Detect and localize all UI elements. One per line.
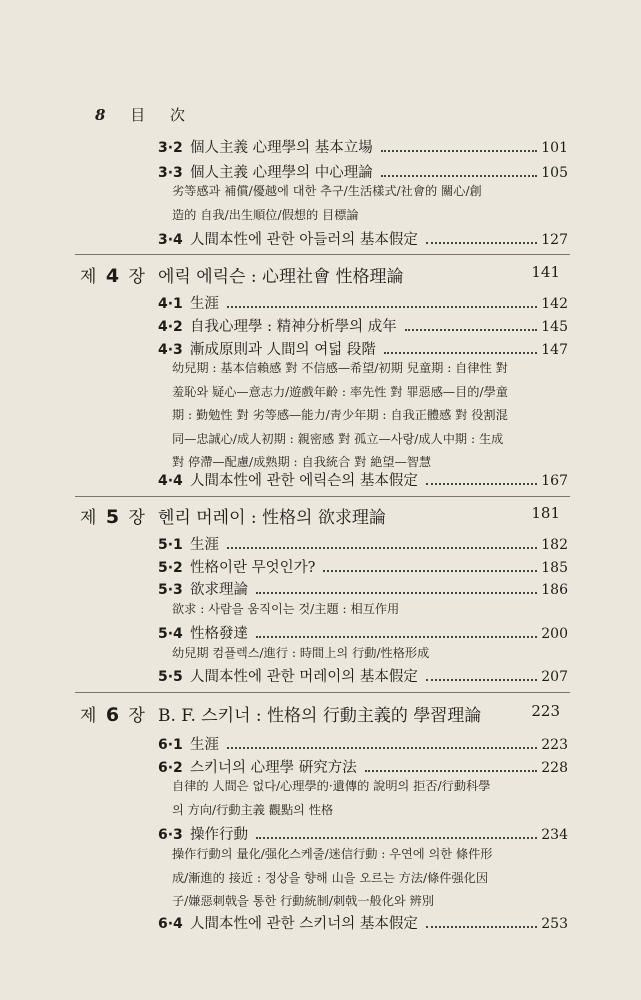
subtopic-line: 劣等感과 補償/優越에 대한 추구/生活樣式/社會的 關心/創: [172, 184, 482, 198]
subtopics-5-3: [172, 598, 560, 622]
toc-section-5-1[interactable]: [158, 533, 568, 555]
section-page: 223: [541, 737, 568, 753]
toc-section-5-3[interactable]: [158, 578, 568, 600]
section-number: 5·1: [158, 537, 183, 553]
chapter-divider: [75, 254, 570, 255]
subtopic-line: 操作行動의 量化/强化스케줄/迷信行動 : 우연에 의한 條件形: [172, 847, 493, 861]
dot-leader: [426, 483, 537, 485]
dot-leader: [426, 242, 537, 244]
section-number: 6·1: [158, 737, 183, 753]
section-title: 欲求理論: [190, 582, 248, 598]
chapter-divider: [75, 692, 570, 693]
toc-section-5-5[interactable]: [158, 665, 568, 687]
section-page: 127: [541, 232, 568, 248]
section-number: 4·3: [158, 342, 183, 358]
section-page: 182: [541, 537, 568, 553]
chapter-divider: [75, 496, 570, 497]
section-number: 5·4: [158, 626, 183, 642]
running-head: [95, 104, 195, 125]
section-title: 人間本性에 관한 아들러의 基本假定: [190, 232, 418, 248]
dot-leader: [381, 150, 538, 152]
section-page: 207: [541, 669, 568, 685]
subtopic-line: 의 方向/行動主義 觀點의 性格: [172, 802, 334, 817]
subtopic-line: 幼兒期 : 基本信賴感 對 不信感—希望/初期 兒童期 : 自律性 對: [172, 361, 508, 375]
section-page: 234: [541, 827, 568, 843]
subtopics-4-3: [172, 357, 560, 475]
section-page: 200: [541, 626, 568, 642]
dot-leader: [365, 770, 538, 772]
chapter-page: 223: [531, 702, 560, 720]
dot-leader: [227, 747, 537, 749]
subtopic-line: 欲求 : 사람을 움직이는 것/主題 : 相互作用: [172, 602, 400, 616]
section-page: 101: [541, 140, 568, 156]
section-number: 3·3: [158, 165, 183, 181]
section-page: 147: [541, 342, 568, 358]
subtopic-line: 自律的 人間은 없다/心理學的·遺傳的 說明의 拒否/行動科學: [172, 779, 491, 793]
toc-section-6-1[interactable]: [158, 733, 568, 755]
section-number: 5·5: [158, 669, 183, 685]
subtopic-line: 期 : 勤勉性 對 劣等感—能力/靑少年期 : 自我正體感 對 役割混: [172, 408, 508, 423]
section-number: 6·4: [158, 916, 183, 932]
section-title: 生涯: [190, 537, 219, 553]
toc-chapter-6[interactable]: [80, 701, 560, 727]
section-number: 4·2: [158, 319, 183, 335]
section-title: 個人主義 心理學의 中心理論: [190, 165, 373, 181]
chapter-label: 제 5 장: [80, 506, 147, 528]
dot-leader: [426, 679, 537, 681]
toc-section-6-4[interactable]: [158, 912, 568, 934]
chapter-page: 141: [531, 263, 560, 281]
chapter-label: 제 4 장: [80, 265, 147, 287]
section-title: 個人主義 心理學의 基本立場: [190, 140, 373, 156]
chapter-title: B. F. 스키너 : 性格의 行動主義的 學習理論: [158, 706, 482, 726]
section-page: 186: [541, 582, 568, 598]
section-number: 6·3: [158, 827, 183, 843]
chapter-page: 181: [531, 504, 560, 522]
section-title: 性格發達: [190, 626, 248, 642]
section-page: 253: [541, 916, 568, 932]
section-title: 生涯: [190, 737, 219, 753]
dot-leader: [227, 306, 537, 308]
section-title: 人間本性에 관한 머레이의 基本假定: [190, 669, 418, 685]
dot-leader: [256, 592, 537, 594]
section-page: 185: [541, 560, 568, 576]
section-number: 4·1: [158, 296, 183, 312]
dot-leader: [381, 175, 538, 177]
section-title: 自我心理學 : 精神分析學의 成年: [190, 319, 397, 335]
toc-section-3-2[interactable]: [158, 136, 568, 158]
toc-section-6-3[interactable]: [158, 823, 568, 845]
dot-leader: [384, 352, 537, 354]
subtopic-line: 造的 自我/出生順位/假想的 目標論: [172, 207, 359, 222]
toc-section-5-2[interactable]: [158, 556, 568, 578]
toc-section-4-4[interactable]: [158, 469, 568, 491]
chapter-label: 제 6 장: [80, 704, 147, 726]
section-title: 人間本性에 관한 에릭슨의 基本假定: [190, 473, 418, 489]
section-title: 性格이란 무엇인가?: [190, 560, 316, 576]
toc-chapter-4[interactable]: [80, 262, 560, 288]
section-title: 人間本性에 관한 스키너의 基本假定: [190, 916, 418, 932]
section-page: 142: [541, 296, 568, 312]
toc-section-3-4[interactable]: [158, 228, 568, 250]
section-page: 145: [541, 319, 568, 335]
dot-leader: [256, 837, 537, 839]
section-title: 生涯: [190, 296, 219, 312]
subtopic-line: 對 停滯—配慮/成熟期 : 自我統合 對 絶望—智慧: [172, 455, 432, 470]
section-page: 105: [541, 165, 568, 181]
dot-leader: [256, 636, 537, 638]
toc-section-5-4[interactable]: [158, 622, 568, 644]
section-number: 5·3: [158, 582, 183, 598]
subtopics-6-2: [172, 775, 560, 822]
chapter-title: 헨리 머레이 : 性格의 欲求理論: [158, 508, 386, 528]
section-title: 操作行動: [190, 827, 248, 843]
section-title: 스키너의 心理學 硏究方法: [190, 760, 357, 776]
toc-section-4-1[interactable]: [158, 292, 568, 314]
section-page: 228: [541, 760, 568, 776]
section-number: 5·2: [158, 560, 183, 576]
toc-section-4-2[interactable]: [158, 315, 568, 337]
subtopic-line: 同—忠誠心/成人初期 : 親密感 對 孤立—사랑/成人中期 : 生成: [172, 431, 504, 446]
subtopic-line: 子/嫌惡刺戟을 통한 行動統制/刺戟一般化와 辨別: [172, 894, 434, 909]
dot-leader: [405, 329, 538, 331]
page-number: 8: [95, 106, 116, 124]
running-title: 目 次: [130, 106, 195, 124]
dot-leader: [323, 570, 537, 572]
section-number: 6·2: [158, 760, 183, 776]
subtopic-line: 成/漸進的 接近 : 정상을 향해 山을 오르는 方法/條件强化因: [172, 870, 489, 885]
section-number: 4·4: [158, 473, 183, 489]
section-number: 3·4: [158, 232, 183, 248]
section-title: 漸成原則과 人間의 여덟 段階: [190, 342, 376, 358]
section-number: 3·2: [158, 140, 183, 156]
dot-leader: [426, 926, 537, 928]
dot-leader: [227, 547, 537, 549]
subtopic-line: 幼兒期 컴플렉스/進行 : 時間上의 行動/性格形成: [172, 646, 430, 660]
subtopics-3-3: [172, 180, 560, 227]
subtopics-5-4: [172, 642, 560, 666]
subtopics-6-3: [172, 843, 560, 914]
toc-chapter-5[interactable]: [80, 503, 560, 529]
subtopic-line: 羞恥와 疑心—意志力/遊戲年齡 : 率先性 對 罪惡感—目的/學童: [172, 384, 508, 399]
section-page: 167: [541, 473, 568, 489]
chapter-title: 에릭 에릭슨 : 心理社會 性格理論: [158, 267, 404, 287]
